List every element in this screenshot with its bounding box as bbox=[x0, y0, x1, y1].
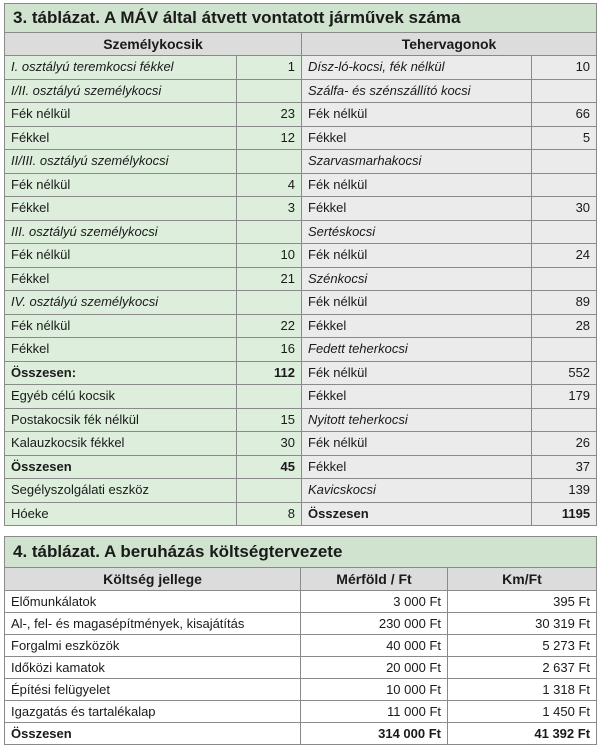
freight-count: 24 bbox=[532, 244, 597, 268]
passenger-label: II/III. osztályú személykocsi bbox=[5, 150, 237, 174]
freight-label: Fedett teherkocsi bbox=[302, 338, 532, 362]
passenger-label: Fékkel bbox=[5, 197, 237, 221]
passenger-label: III. osztályú személykocsi bbox=[5, 220, 237, 244]
passenger-count bbox=[237, 150, 302, 174]
header-cost-type: Költség jellege bbox=[5, 568, 301, 591]
table-row bbox=[5, 220, 597, 244]
freight-count bbox=[532, 220, 597, 244]
freight-label: Fékkel bbox=[302, 455, 532, 479]
passenger-label: Segélyszolgálati eszköz bbox=[5, 479, 237, 503]
passenger-label: Fék nélkül bbox=[5, 173, 237, 197]
passenger-count: 10 bbox=[237, 244, 302, 268]
table-3-vehicles bbox=[4, 3, 597, 526]
freight-label: Fék nélkül bbox=[302, 173, 532, 197]
passenger-label: Egyéb célú kocsik bbox=[5, 385, 237, 409]
cost-label: Építési felügyelet bbox=[5, 679, 301, 701]
table-row bbox=[5, 701, 597, 723]
cost-per-km: 1 318 Ft bbox=[448, 679, 597, 701]
passenger-label: Fékkel bbox=[5, 126, 237, 150]
cost-label: Előmunkálatok bbox=[5, 591, 301, 613]
passenger-label: Fékkel bbox=[5, 267, 237, 291]
cost-label: Időközi kamatok bbox=[5, 657, 301, 679]
passenger-label: Hóeke bbox=[5, 502, 237, 526]
table-row bbox=[5, 591, 597, 613]
freight-label: Kavicskocsi bbox=[302, 479, 532, 503]
table-row bbox=[5, 291, 597, 315]
freight-count bbox=[532, 150, 597, 174]
passenger-count: 12 bbox=[237, 126, 302, 150]
table-row bbox=[5, 479, 597, 503]
freight-count: 28 bbox=[532, 314, 597, 338]
freight-count: 30 bbox=[532, 197, 597, 221]
table-row bbox=[5, 244, 597, 268]
freight-label: Sertéskocsi bbox=[302, 220, 532, 244]
passenger-label: I. osztályú teremkocsi fékkel bbox=[5, 56, 237, 80]
passenger-label: Fék nélkül bbox=[5, 314, 237, 338]
freight-label: Fékkel bbox=[302, 126, 532, 150]
freight-count bbox=[532, 338, 597, 362]
freight-count: 10 bbox=[532, 56, 597, 80]
cost-per-km: 2 637 Ft bbox=[448, 657, 597, 679]
cost-per-mile: 230 000 Ft bbox=[301, 613, 448, 635]
passenger-count: 1 bbox=[237, 56, 302, 80]
table-row bbox=[5, 197, 597, 221]
passenger-label: Fék nélkül bbox=[5, 244, 237, 268]
cost-per-mile: 10 000 Ft bbox=[301, 679, 448, 701]
table-4-costs bbox=[4, 536, 597, 745]
passenger-count: 3 bbox=[237, 197, 302, 221]
table-row bbox=[5, 173, 597, 197]
cost-per-km: 5 273 Ft bbox=[448, 635, 597, 657]
freight-label: Szarvasmarhakocsi bbox=[302, 150, 532, 174]
table-row bbox=[5, 657, 597, 679]
freight-label: Szálfa- és szénszállító kocsi bbox=[302, 79, 532, 103]
table-row bbox=[5, 103, 597, 127]
passenger-label: Fékkel bbox=[5, 338, 237, 362]
freight-label: Fék nélkül bbox=[302, 103, 532, 127]
freight-count bbox=[532, 173, 597, 197]
table-row bbox=[5, 679, 597, 701]
freight-count: 26 bbox=[532, 432, 597, 456]
cost-label: Al-, fel- és magasépítmények, kisajátítás bbox=[5, 613, 301, 635]
freight-count bbox=[532, 408, 597, 432]
freight-count: 37 bbox=[532, 455, 597, 479]
passenger-count: 45 bbox=[237, 455, 302, 479]
passenger-count bbox=[237, 385, 302, 409]
passenger-count: 112 bbox=[237, 361, 302, 385]
cost-per-km: 41 392 Ft bbox=[448, 723, 597, 745]
passenger-label: I/II. osztályú személykocsi bbox=[5, 79, 237, 103]
passenger-count: 16 bbox=[237, 338, 302, 362]
table-row bbox=[5, 79, 597, 103]
freight-label: Szénkocsi bbox=[302, 267, 532, 291]
cost-per-km: 1 450 Ft bbox=[448, 701, 597, 723]
cost-per-km: 30 319 Ft bbox=[448, 613, 597, 635]
table-4-title: 4. táblázat. A beruházás költségtervezete bbox=[5, 537, 597, 568]
freight-count: 66 bbox=[532, 103, 597, 127]
freight-count: 552 bbox=[532, 361, 597, 385]
table-row bbox=[5, 723, 597, 745]
passenger-label: Postakocsik fék nélkül bbox=[5, 408, 237, 432]
table-row bbox=[5, 432, 597, 456]
table-row bbox=[5, 613, 597, 635]
freight-count: 139 bbox=[532, 479, 597, 503]
cost-per-mile: 11 000 Ft bbox=[301, 701, 448, 723]
freight-label: Összesen bbox=[302, 502, 532, 526]
passenger-label: Összesen bbox=[5, 455, 237, 479]
passenger-count: 4 bbox=[237, 173, 302, 197]
cost-per-mile: 3 000 Ft bbox=[301, 591, 448, 613]
freight-count: 1195 bbox=[532, 502, 597, 526]
table-row bbox=[5, 126, 597, 150]
header-per-mile: Mérföld / Ft bbox=[301, 568, 448, 591]
freight-label: Fék nélkül bbox=[302, 244, 532, 268]
table-row bbox=[5, 385, 597, 409]
table-row bbox=[5, 338, 597, 362]
freight-label: Nyitott teherkocsi bbox=[302, 408, 532, 432]
table-row bbox=[5, 361, 597, 385]
header-per-km: Km/Ft bbox=[448, 568, 597, 591]
freight-label: Fék nélkül bbox=[302, 291, 532, 315]
cost-per-mile: 20 000 Ft bbox=[301, 657, 448, 679]
cost-per-mile: 40 000 Ft bbox=[301, 635, 448, 657]
passenger-count: 15 bbox=[237, 408, 302, 432]
table-row bbox=[5, 314, 597, 338]
cost-per-km: 395 Ft bbox=[448, 591, 597, 613]
passenger-label: Összesen: bbox=[5, 361, 237, 385]
passenger-count: 22 bbox=[237, 314, 302, 338]
passenger-count: 8 bbox=[237, 502, 302, 526]
passenger-label: Kalauzkocsik fékkel bbox=[5, 432, 237, 456]
freight-count: 179 bbox=[532, 385, 597, 409]
passenger-label: Fék nélkül bbox=[5, 103, 237, 127]
freight-label: Fék nélkül bbox=[302, 361, 532, 385]
freight-label: Fékkel bbox=[302, 385, 532, 409]
header-passenger-cars: Személykocsik bbox=[5, 33, 302, 56]
freight-label: Fékkel bbox=[302, 314, 532, 338]
passenger-count bbox=[237, 479, 302, 503]
table-row bbox=[5, 408, 597, 432]
passenger-count: 21 bbox=[237, 267, 302, 291]
freight-label: Fékkel bbox=[302, 197, 532, 221]
freight-count bbox=[532, 79, 597, 103]
cost-per-mile: 314 000 Ft bbox=[301, 723, 448, 745]
freight-label: Fék nélkül bbox=[302, 432, 532, 456]
passenger-count bbox=[237, 220, 302, 244]
table-row bbox=[5, 455, 597, 479]
header-freight-wagons: Tehervagonok bbox=[302, 33, 597, 56]
cost-label: Összesen bbox=[5, 723, 301, 745]
cost-label: Igazgatás és tartalékalap bbox=[5, 701, 301, 723]
table-3-title: 3. táblázat. A MÁV által átvett vontatott járművek száma bbox=[5, 4, 597, 33]
passenger-count bbox=[237, 79, 302, 103]
freight-count: 89 bbox=[532, 291, 597, 315]
freight-count bbox=[532, 267, 597, 291]
passenger-count: 23 bbox=[237, 103, 302, 127]
freight-label: Dísz-ló-kocsi, fék nélkül bbox=[302, 56, 532, 80]
table-row bbox=[5, 150, 597, 174]
table-row bbox=[5, 56, 597, 80]
cost-label: Forgalmi eszközök bbox=[5, 635, 301, 657]
freight-count: 5 bbox=[532, 126, 597, 150]
table-row bbox=[5, 267, 597, 291]
passenger-count bbox=[237, 291, 302, 315]
passenger-label: IV. osztályú személykocsi bbox=[5, 291, 237, 315]
table-row bbox=[5, 635, 597, 657]
table-row bbox=[5, 502, 597, 526]
passenger-count: 30 bbox=[237, 432, 302, 456]
